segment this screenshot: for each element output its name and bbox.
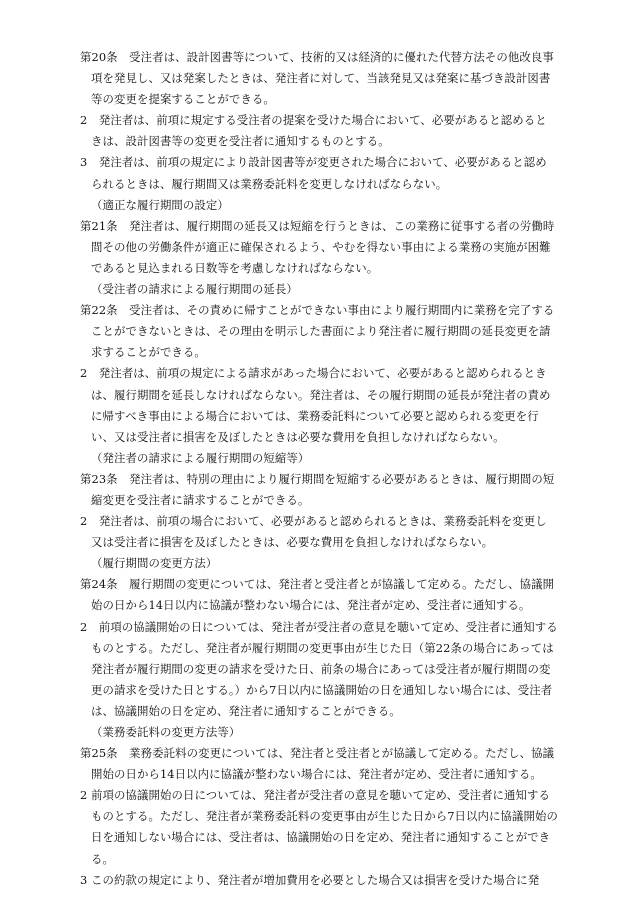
article-20-paragraph-2: 2 発注者は、前項に規定する受注者の提案を受けた場合において、必要があると認めるときは、設計図書等の変更を受注者に通知するものとする。 — [80, 113, 547, 149]
document-body — [80, 47, 558, 891]
article-25-paragraph-2: 2 前項の協議開始の日については、発注者が受注者の意見を聴いて定め、受注者に通知するものとする。ただし、発注者が業務委託料の変更事由が生じた日から7日以内に協議開始の日を通知しない場合には、受注者は、協議開始の日を定め、発注者に通知することができる。 — [80, 788, 558, 866]
article-20-paragraph-3: 3 発注者は、前項の規定により設計図書等が変更された場合において、必要があると認められるときは、履行期間又は業務委託料を変更しなければならない。 — [80, 155, 547, 191]
article-24: 第24条 履行期間の変更については、発注者と受注者とが協議して定める。ただし、協議開始の日から14日以内に協議が整わない場合には、発注者が定め、受注者に通知する。 — [80, 577, 555, 613]
article-21: 第21条 発注者は、履行期間の延長又は短縮を行うときは、この業務に従事する者の労働時間その他の労働条件が適正に確保されるよう、やむを得ない事由による業務の実施が困難であると見込まれる日数等を考慮しなければならない。 — [80, 218, 555, 275]
article-22-heading: （受注者の請求による履行期間の延長） — [91, 282, 298, 297]
article-20: 第20条 受注者は、設計図書等について、技術的又は経済的に優れた代替方法その他改良事項を発見し、又は発案したときは、発注者に対して、当該発見又は発案に基づき設計図書等の変更を提案することができる。 — [80, 50, 554, 107]
article-22: 第22条 受注者は、その責めに帰すことができない事由により履行期間内に業務を完了することができないときは、その理由を明示した書面により発注者に履行期間の延長変更を請求することができる。 — [80, 303, 555, 360]
article-23: 第23条 発注者は、特別の理由により履行期間を短縮する必要があるときは、履行期間の短縮変更を受注者に請求することができる。 — [80, 471, 555, 507]
article-23-heading: （発注者の請求による履行期間の短縮等） — [91, 450, 310, 465]
article-25-paragraph-3: 3 この約款の規定により、発注者が増加費用を必要とした場合又は損害を受けた場合に発 — [80, 872, 540, 887]
article-23-paragraph-2: 2 発注者は、前項の場合において、必要があると認められるときは、業務委託料を変更し又は受注者に損害を及ぼしたときは、必要な費用を負担しなければならない。 — [80, 514, 547, 550]
article-21-heading: （適正な履行期間の設定） — [91, 197, 229, 212]
article-24-paragraph-2: 2 前項の協議開始の日については、発注者が受注者の意見を聴いて定め、受注者に通知するものとする。ただし、発注者が履行期間の変更事由が生じた日（第22条の場合にあっては発注者が履行期間の変更の請求を受けた日、前条の場合にあっては受注者が履行期間の変更の請求を受けた日とする。）から7日以内に協議開始の日を通知しない場合には、受注者は、協議開始の日を定め、発注者に通知することができる。 — [80, 619, 558, 718]
article-22-paragraph-2: 2 発注者は、前項の規定による請求があった場合において、必要があると認められるときは、履行期間を延長しなければならない。発注者は、その履行期間の延長が発注者の責めに帰すべき事由による場合においては、業務委託料について必要と認められる変更を行い、又は受注者に損害を及ぼしたときは必要な費用を負担しなければならない。 — [80, 366, 551, 444]
article-25: 第25条 業務委託料の変更については、発注者と受注者とが協議して定める。ただし、協議開始の日から14日以内に協議が整わない場合には、発注者が定め、受注者に通知する。 — [80, 746, 555, 782]
article-24-heading: （履行期間の変更方法） — [91, 556, 218, 571]
article-25-heading: （業務委託料の変更方法等） — [91, 725, 241, 739]
